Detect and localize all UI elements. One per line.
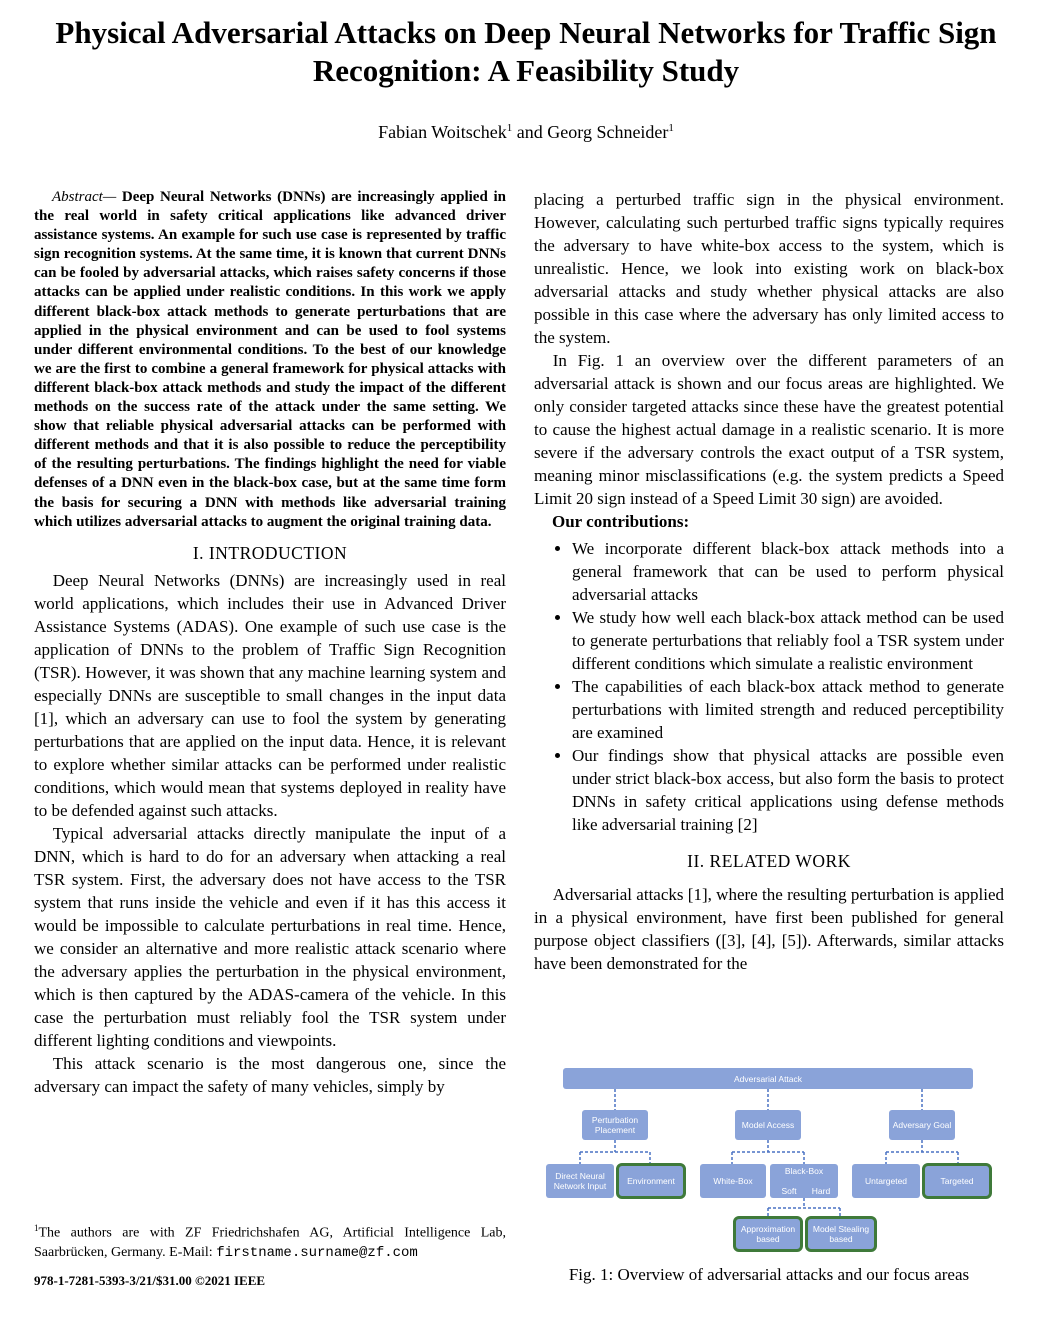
isbn-line: 978-1-7281-5393-3/21/$31.00 ©2021 IEEE	[34, 1273, 266, 1288]
label-hard: Hard	[811, 1186, 831, 1196]
figure-1-diagram	[540, 1062, 982, 1252]
author-line: Fabian Woitschek$^1$ and Georg Schneider$^1$	[378, 122, 674, 142]
box-adversarial-attack: Adversarial Attack	[563, 1068, 973, 1089]
list-item: • We incorporate different black-box attack methods into a general framework that can be used to perform physical adversarial attacks	[572, 537, 1004, 606]
box-environment: Environment	[616, 1163, 686, 1199]
contributions-list	[534, 537, 1004, 836]
section-heading-introduction: I. INTRODUCTION	[192, 542, 348, 563]
author-1: Fabian Woitschek	[378, 122, 507, 142]
box-targeted: Targeted	[922, 1163, 992, 1199]
right-paragraph-2: In Fig. 1 an overview over the different parameters of an adversarial attack is shown and our focus areas are highlighted. We only consider targeted attacks since these have the greatest potential to cause the highest actual damage in a realistic scenario. It is more severe if the adversary controls the exact output of a TSR system, meaning minor misclassifications (e.g. the system predicts a Speed Limit 20 sign instead of a Speed Limit 30 sign) are avoided.	[534, 351, 1004, 508]
paper-title: Physical Adversarial Attacks on Deep Neural Networks for Traffic Sign Recognition: A Feasibility Study	[55, 15, 997, 88]
label-soft: Soft	[781, 1186, 797, 1196]
contributions-title: Our contributions:	[552, 512, 690, 531]
box-black-box: Black-Box Soft Hard	[770, 1164, 838, 1198]
footnote-email: firstname.surname@zf.com	[216, 1244, 418, 1261]
box-perturbation-placement: Perturbation Placement	[582, 1110, 648, 1140]
box-model-access: Model Access	[735, 1110, 801, 1140]
list-item: • We study how well each black-box attack method can be used to generate perturbations that reliably fool a TSR system under different conditions which simulate a realistic environment	[572, 606, 1004, 675]
list-item: • The capabilities of each black-box attack method to generate perturbations with limited strength and reduced perceptibility are examined	[572, 675, 1004, 744]
intro-paragraph-1: Deep Neural Networks (DNNs) are increasingly used in real world applications, which includes their use in Advanced Driver Assistance Systems (ADAS). One example of such use case is the application of DNNs to the problem of Traffic Sign Recognition (TSR). However, it was shown that any machine learning system and especially DNNs are susceptible to small changes in the input data [1], which an adversary can use to fool the system by generating perturbations that are applied on the input data. Hence, it is relevant to explore whether similar attacks can be performed under realistic conditions, which would mean that systems deployed in reality have to be defended against such attacks.	[34, 570, 506, 820]
left-column	[34, 188, 506, 1098]
right-column	[534, 188, 1004, 975]
abstract-label: Abstract	[52, 189, 103, 205]
abstract: Abstract— Deep Neural Networks (DNNs) are increasingly applied in the real world in safety critical applications like advanced driver assistance systems. An example for such use case is represented by traffic sign recognition systems. At the same time, it is known that current DNNs can be fooled by adversarial attacks, which raises safety concerns if those attacks can be applied under realistic conditions. In this work we apply different black-box attack methods to generate perturbations that are applied in the physical environment and can be used to fool systems under different environmental conditions. To the best of our knowledge we are the first to combine a general framework for physical attacks with different black-box attack methods and study the impact of the different methods on the success rate of the attack under the same setting. We show that reliable physical adversarial attacks can be performed with different methods and that it is also possible to reduce the perceptibility of the resulting perturbations. The findings highlight the need for viable defenses of a DNN even in the black-box case, but at the same time form the basis for securing a DNN with methods like adversarial training which utilizes adversarial attacks to augment the original training data.	[34, 189, 506, 530]
author-2: Georg Schneider	[547, 122, 669, 142]
figure-1-caption: Fig. 1: Overview of adversarial attacks and our focus areas	[568, 1265, 970, 1284]
box-approximation-based: Approximation based	[733, 1216, 803, 1252]
right-paragraph-1: placing a perturbed traffic sign in the physical environment. However, calculating such perturbed traffic signs typically requires the adversary to have white-box access to the system, which is unrealistic. Hence, we look into existing work on black-box adversarial attacks and study whether physical attacks are also possible in this case where the adversary has only limited access to the system.	[534, 190, 1004, 347]
intro-paragraph-3: This attack scenario is the most dangerous one, since the adversary can impact the safety of many vehicles, simply by	[34, 1053, 506, 1096]
box-white-box: White-Box	[700, 1164, 766, 1198]
section-heading-related-work: II. RELATED WORK	[687, 851, 851, 871]
box-untargeted: Untargeted	[852, 1164, 920, 1198]
box-adversary-goal: Adversary Goal	[889, 1110, 955, 1140]
box-direct-neural-network-input: Direct Neural Network Input	[546, 1164, 614, 1198]
intro-paragraph-2: Typical adversarial attacks directly manipulate the input of a DNN, which is hard to do for an adversary when attacking a real TSR system. First, the adversary does not have access to the TSR system that runs inside the vehicle and even if it has this access it would be impossible to calculate perturbations in real time. Hence, we consider an alternative and more realistic attack scenario where the adversary applies the perturbation in the physical environment, which is then captured by the ADAS-camera of the vehicle. In this case the perturbation must reliably fool the TSR system under different lighting conditions and viewpoints.	[34, 823, 506, 1050]
abstract-text: Deep Neural Networks (DNNs) are increasingly applied in the real world in safety critical applications like advanced driver assistance systems. An example for such use case is represented by traffic sign recognition systems. At the same time, it is known that current DNNs can be fooled by adversarial attacks, which raises safety concerns if those attacks can be applied under realistic conditions. In this work we apply different black-box attack methods to generate perturbations that are applied in the physical environment and can be used to fool systems under different environmental conditions. To the best of our knowledge we are the first to combine a general framework for physical attacks with different black-box attack methods and study the impact of the different methods on the success rate of the attack under the same setting. We show that reliable physical adversarial attacks can be performed with different methods and that it is also possible to reduce the perceptibility of the resulting perturbations. The findings highlight the need for viable defenses of a DNN even in the black-box case, but at the same time form the basis for securing a DNN with methods like adversarial training which utilizes adversarial attacks to augment the original training data.	[34, 189, 506, 530]
footnote: $^1$The authors are with ZF Friedrichshafen AG, Artificial Intelligence Lab, Saarbrücken, Germany. E-Mail: firstname.surname@zf.com	[34, 1223, 506, 1261]
box-model-stealing-based: Model Stealing based	[805, 1216, 877, 1252]
related-paragraph-1: Adversarial attacks [1], where the resulting perturbation is applied in a physical environment, have first been published for general purpose object classifiers ([3], [4], [5]). Afterwards, similar attacks have been demonstrated for the	[534, 885, 1004, 973]
list-item: • Our findings show that physical attacks are possible even under strict black-box access, but also form the basis to protect DNNs in safety critical applications using defense methods like adversarial training [2]	[572, 744, 1004, 836]
